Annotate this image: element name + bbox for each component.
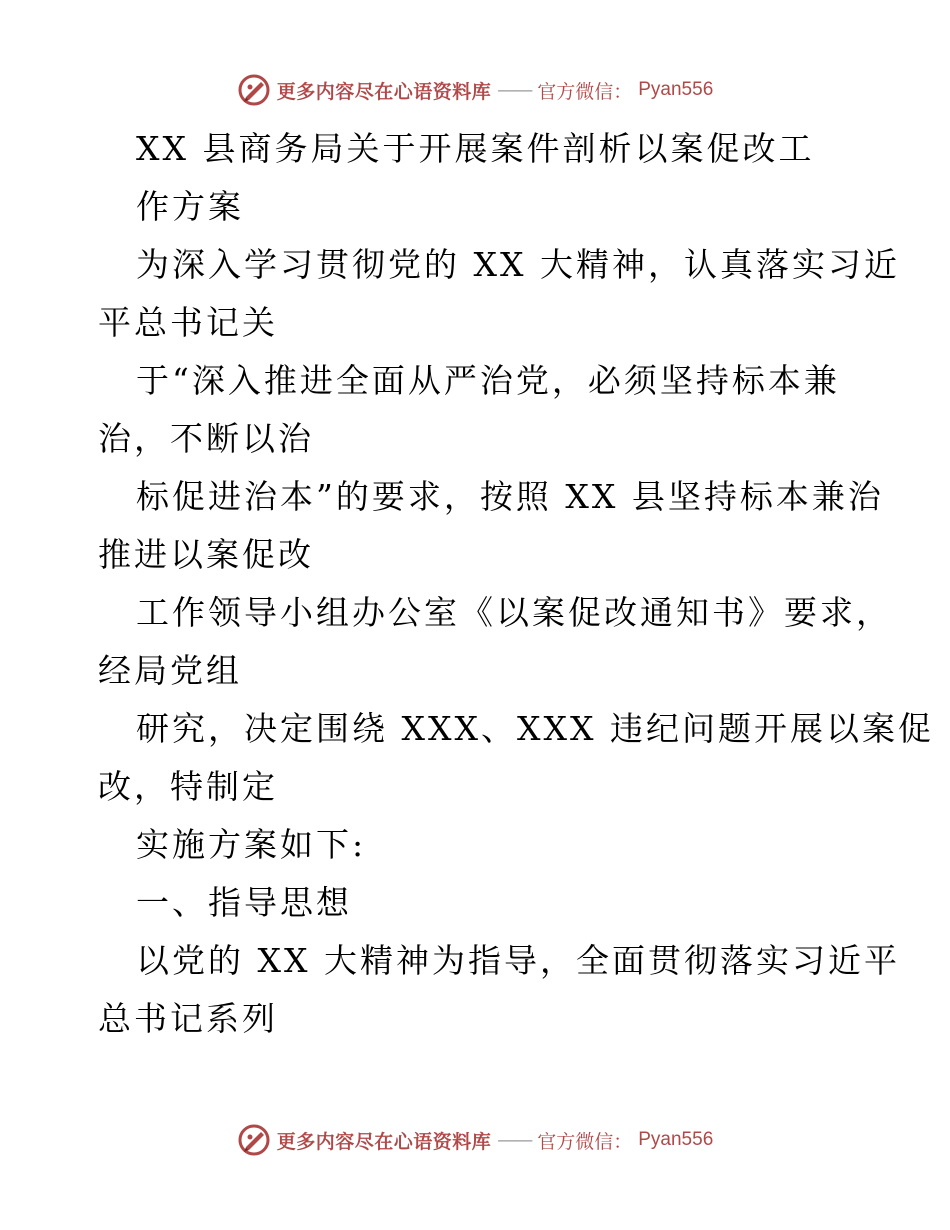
header-watermark [0,70,950,110]
paragraph-line: 以党的 XX 大精神为指导，全面贯彻落实习近平 [136,941,900,980]
paragraph-line: 经局党组 [98,651,242,690]
paragraph-line: 平总书记关 [98,303,278,342]
pen-logo-icon [237,73,271,107]
paragraph-line: 总书记系列 [98,999,278,1038]
watermark-dash: —— [497,79,532,101]
paragraph-line: 实施方案如下: [136,825,367,864]
watermark-id: Pyan556 [638,79,714,100]
title-line-1: XX 县商务局关于开展案件剖析以案促改工 [136,129,815,168]
watermark-dash: —— [497,1129,532,1151]
watermark-id: Pyan556 [638,1129,714,1150]
watermark-brand: 更多内容尽在心语资料库 [276,1130,492,1153]
pen-logo-icon [237,1123,271,1157]
paragraph-line: 改，特制定 [98,767,278,806]
section-heading: 一、指导思想 [136,883,352,922]
title-line-2: 作方案 [136,187,244,226]
paragraph-line: 研究，决定围绕 XXX、XXX 违纪问题开展以案促 [136,709,934,748]
footer-watermark [0,1120,950,1160]
watermark-label: 官方微信： [537,1130,633,1153]
paragraph-line: 治，不断以治 [98,419,314,458]
document-body [98,120,934,1048]
paragraph-line: 推进以案促改 [98,535,314,574]
paragraph-line: 为深入学习贯彻党的 XX 大精神，认真落实习近 [136,245,900,284]
paragraph-line: 工作领导小组办公室《以案促改通知书》要求， [136,593,892,632]
paragraph-line: 标促进治本”的要求，按照 XX 县坚持标本兼治 [136,477,884,516]
watermark-label: 官方微信： [537,80,633,103]
paragraph-line: 于“深入推进全面从严治党，必须坚持标本兼 [136,361,840,400]
watermark-brand: 更多内容尽在心语资料库 [276,80,492,103]
